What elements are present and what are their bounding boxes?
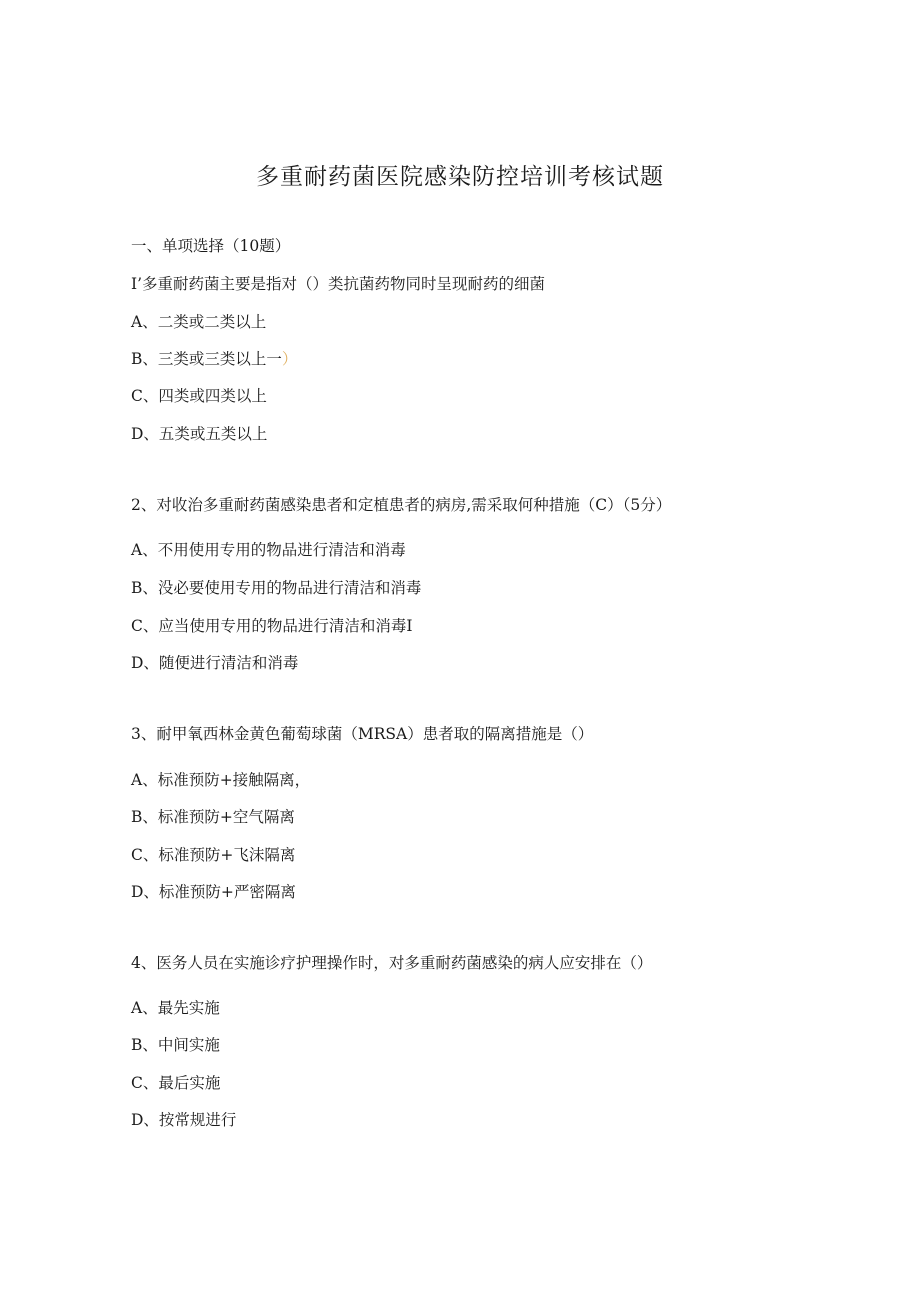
question-4-stem: 4、医务人员在实施诊疗护理操作时，对多重耐药菌感染的病人应安排在（） (131, 954, 653, 972)
question-4-option-b: B、中间实施 (131, 1036, 220, 1054)
question-4-option-a: A、最先实施 (131, 999, 220, 1017)
question-3-option-b: B、标准预防+空气隔离 (131, 808, 295, 826)
section-heading: 一、单项选择（10题） (131, 237, 291, 255)
question-1-stem: I’多重耐药菌主要是指对（）类抗菌药物同时呈现耐药的细菌 (131, 275, 546, 293)
question-1-option-a: A、二类或二类以上 (131, 313, 267, 331)
question-1-option-d: D、五类或五类以上 (131, 425, 268, 443)
question-4-option-d: D、按常规进行 (131, 1111, 237, 1129)
question-1-option-b-mark: ） (281, 350, 298, 368)
question-3-option-d: D、标准预防+严密隔离 (131, 883, 296, 901)
question-1-option-b-text: B、三类或三类以上一 (131, 350, 282, 368)
question-2-stem: 2、对收治多重耐药菌感染患者和定植患者的病房,需采取何种措施（C）（5分） (131, 496, 672, 514)
page-title: 多重耐药菌医院感染防控培训考核试题 (256, 164, 664, 190)
question-3-option-a: A、标准预防+接触隔离， (131, 771, 311, 789)
question-1-option-b (131, 348, 297, 370)
question-3-stem: 3、耐甲氧西林金黄色葡萄球菌（MRSA）患者取的隔离措施是（） (131, 725, 594, 743)
question-2-option-a: A、不用使用专用的物品进行清洁和消毒 (131, 541, 406, 559)
question-4-option-c: C、最后实施 (131, 1074, 221, 1092)
question-2-option-b: B、没必要使用专用的物品进行清洁和消毒 (131, 579, 422, 597)
question-3-option-c: C、标准预防+飞沫隔离 (131, 846, 296, 864)
question-2-option-d: D、随便进行清洁和消毒 (131, 654, 299, 672)
question-1-option-c: C、四类或四类以上 (131, 387, 267, 405)
question-2-option-c: C、应当使用专用的物品进行清洁和消毒I (131, 617, 413, 635)
